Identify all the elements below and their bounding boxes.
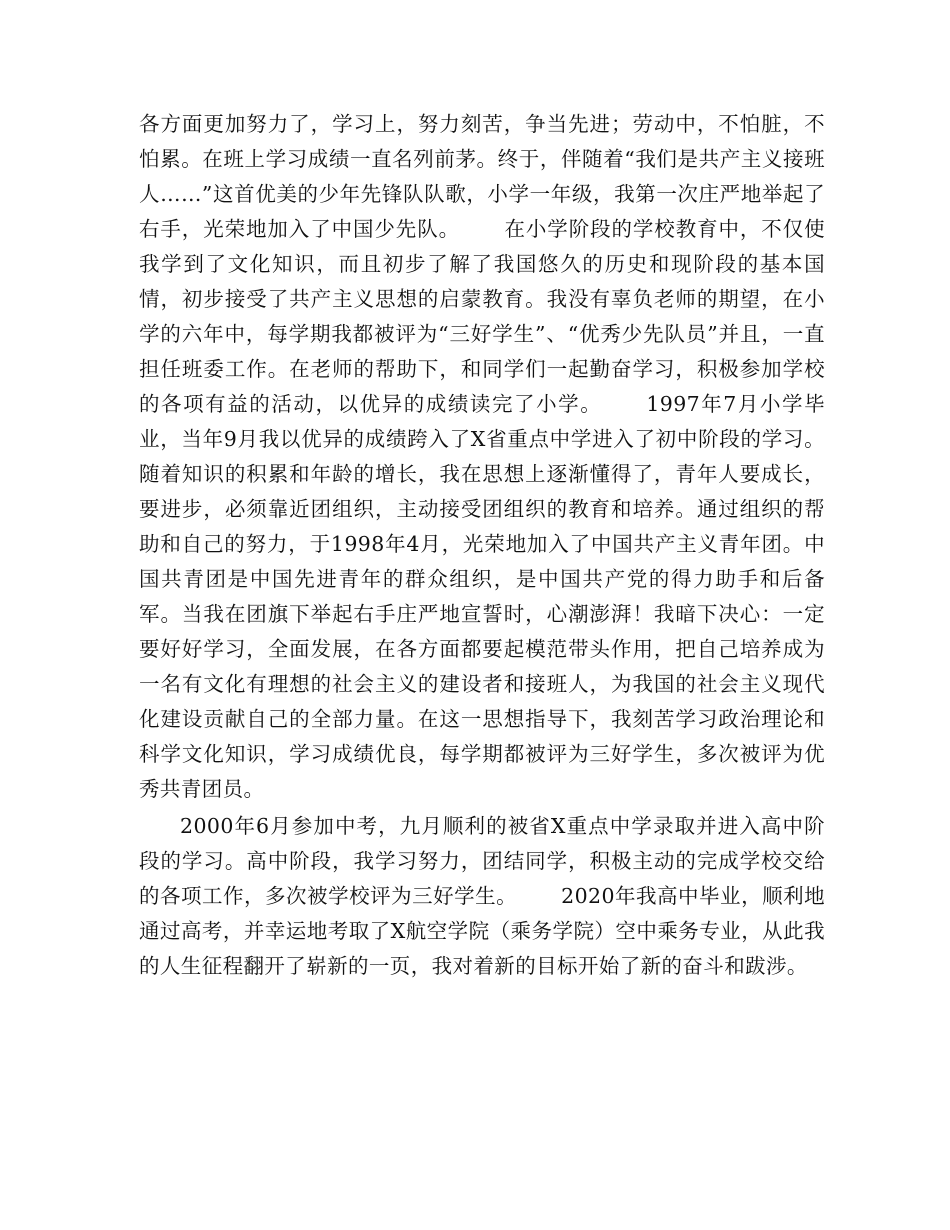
paragraph-1 [139, 107, 825, 807]
paragraph-1-part-3: 1997年7月小学毕业，当年9月我以优异的成绩跨入了X省重点中学进入了初中阶段的学习。随着知识的积累和年龄的增长，我在思想上逐渐懂得了，青年人要成长，要进步，必须靠近团组织，主动接受团组织的教育和培养。通过组织的帮助和自己的努力，于1998年4月，光荣地加入了中国共产主义青年团。中国共青团是中国先进青年的群众组织，是中国共产党的得力助手和后备军。当我在团旗下举起右手庄严地宣誓时，心潮澎湃！我暗下决心：一定要好好学习，全面发展，在各方面都要起模范带头作用，把自己培养成为一名有文化有理想的社会主义的建设者和接班人，为我国的社会主义现代化建设贡献自己的全部力量。在这一思想指导下，我刻苦学习政治理论和科学文化知识，学习成绩优良，每学期都被评为三好学生，多次被评为优秀共青团员。 [139, 392, 825, 801]
paragraph-1-part-2: 在小学阶段的学校教育中，不仅使我学到了文化知识，而且初步了解了我国悠久的历史和现阶段的基本国情，初步接受了共产主义思想的启蒙教育。我没有辜负老师的期望，在小学的六年中，每学期我都被评为“三好学生”、“优秀少先队员”并且，一直担任班委工作。在老师的帮助下，和同学们一起勤奋学习，积极参加学校的各项有益的活动，以优异的成绩读完了小学。 [139, 217, 825, 416]
paragraph-2-part-2: 2020年我高中毕业，顺利地通过高考，并幸运地考取了X航空学院（乘务学院）空中乘务专业，从此我的人生征程翻开了崭新的一页，我对着新的目标开始了新的奋斗和跋涉。 [139, 884, 825, 978]
document-body [139, 107, 825, 986]
paragraph-2-part-1: 2000年6月参加中考，九月顺利的被省X重点中学录取并进入高中阶段的学习。高中阶段，我学习努力，团结同学，积极主动的完成学校交给的各项工作，多次被学校评为三好学生。 [139, 814, 825, 908]
paragraph-2 [139, 809, 825, 984]
paragraph-1-part-1: 各方面更加努力了，学习上，努力刻苦，争当先进；劳动中，不怕脏，不怕累。在班上学习成绩一直名列前茅。终于，伴随着“我们是共产主义接班人……”这首优美的少年先锋队队歌，小学一年级，我第一次庄严地举起了右手，光荣地加入了中国少先队。 [139, 112, 825, 241]
